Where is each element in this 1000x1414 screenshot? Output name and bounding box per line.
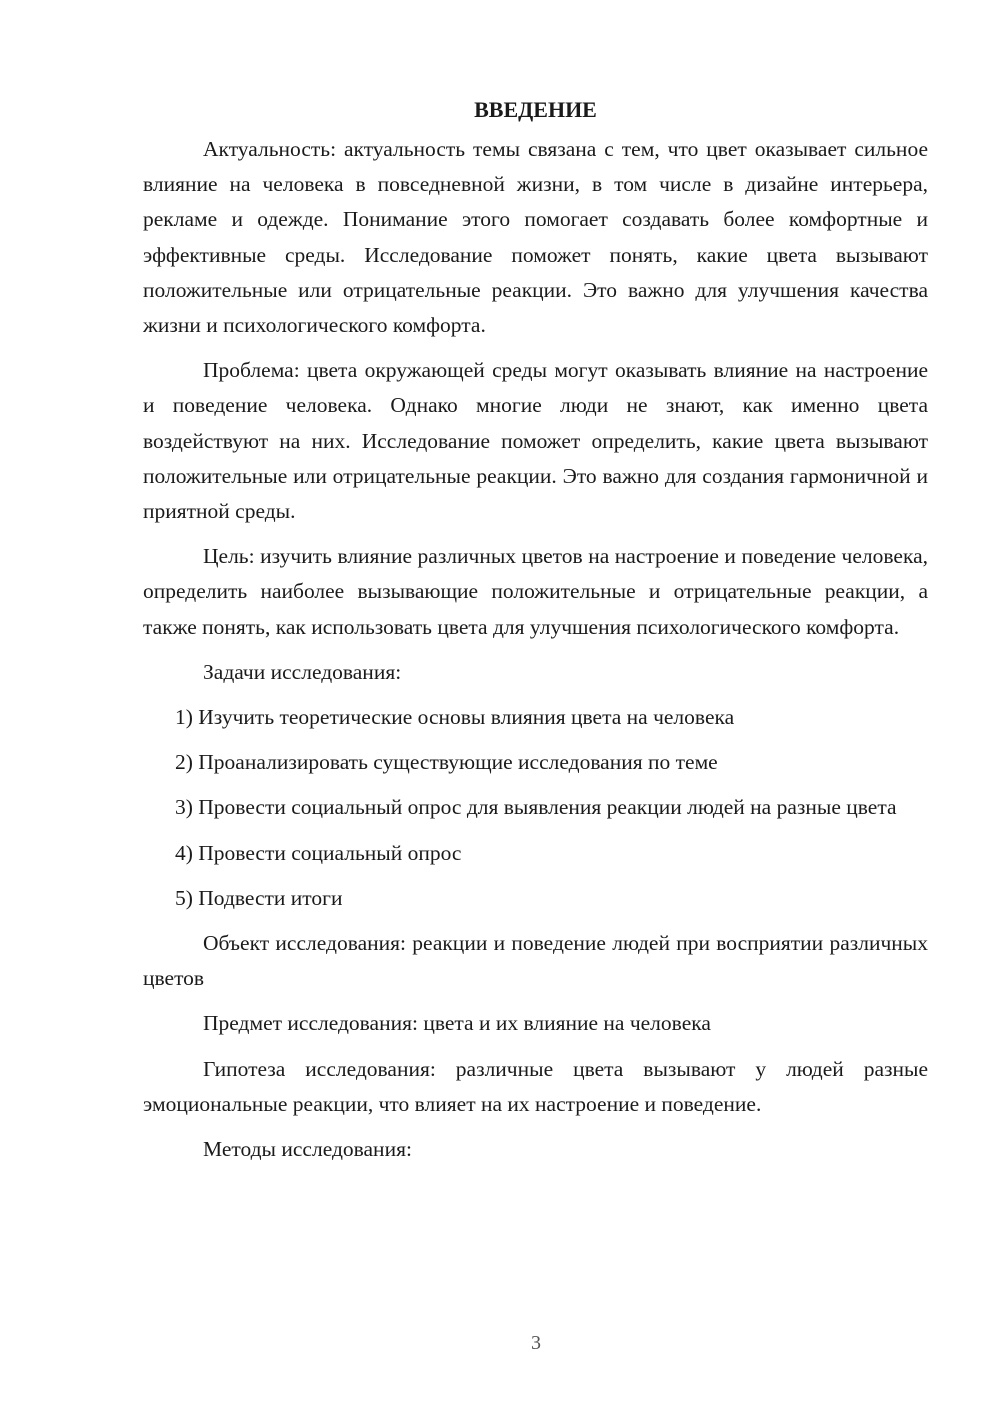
subject-paragraph: Предмет исследования: цвета и их влияние на человека [203, 1011, 711, 1036]
page-number: 3 [531, 1332, 541, 1354]
task-item-1: 1) Изучить теоретические основы влияния цвета на человека [175, 705, 735, 730]
goal-paragraph: Цель: изучить влияние различных цветов на настроение и поведение человека, определить наиболее вызывающие положительные и отрицательные реакции, а также понять, как использовать цвета для улучшения психологического комфорта. [143, 544, 928, 639]
document-page [143, 92, 928, 1177]
object-paragraph: Объект исследования: реакции и поведение людей при восприятии различных цветов [143, 931, 928, 991]
task-item-4: 4) Провести социальный опрос [175, 840, 462, 865]
hypothesis-paragraph: Гипотеза исследования: различные цвета вызывают у людей разные эмоциональные реакции, что влияет на их настроение и поведение. [143, 1056, 928, 1116]
tasks-heading: Задачи исследования: [203, 659, 402, 684]
methods-heading: Методы исследования: [203, 1137, 412, 1162]
section-heading: ВВЕДЕНИЕ [474, 97, 597, 122]
task-item-3: 3) Провести социальный опрос для выявления реакции людей на разные цвета [175, 795, 897, 820]
relevance-paragraph: Актуальность: актуальность темы связана с тем, что цвет оказывает сильное влияние на человека в повседневной жизни, в том числе в дизайне интерьера, рекламе и одежде. Понимание этого помогает создавать более комфортные и эффективные среды. Исследование поможет понять, какие цвета вызывают положительные или отрицательные реакции. Это важно для улучшения качества жизни и психологического комфорта. [143, 137, 928, 338]
problem-paragraph: Проблема: цвета окружающей среды могут оказывать влияние на настроение и поведение человека. Однако многие люди не знают, как именно цвета воздействуют на них. Исследование поможет определить, какие цвета вызывают положительные или отрицательные реакции. Это важно для создания гармоничной и приятной среды. [143, 358, 928, 524]
task-item-5: 5) Подвести итоги [175, 885, 343, 910]
task-item-2: 2) Проанализировать существующие исследования по теме [175, 750, 718, 775]
